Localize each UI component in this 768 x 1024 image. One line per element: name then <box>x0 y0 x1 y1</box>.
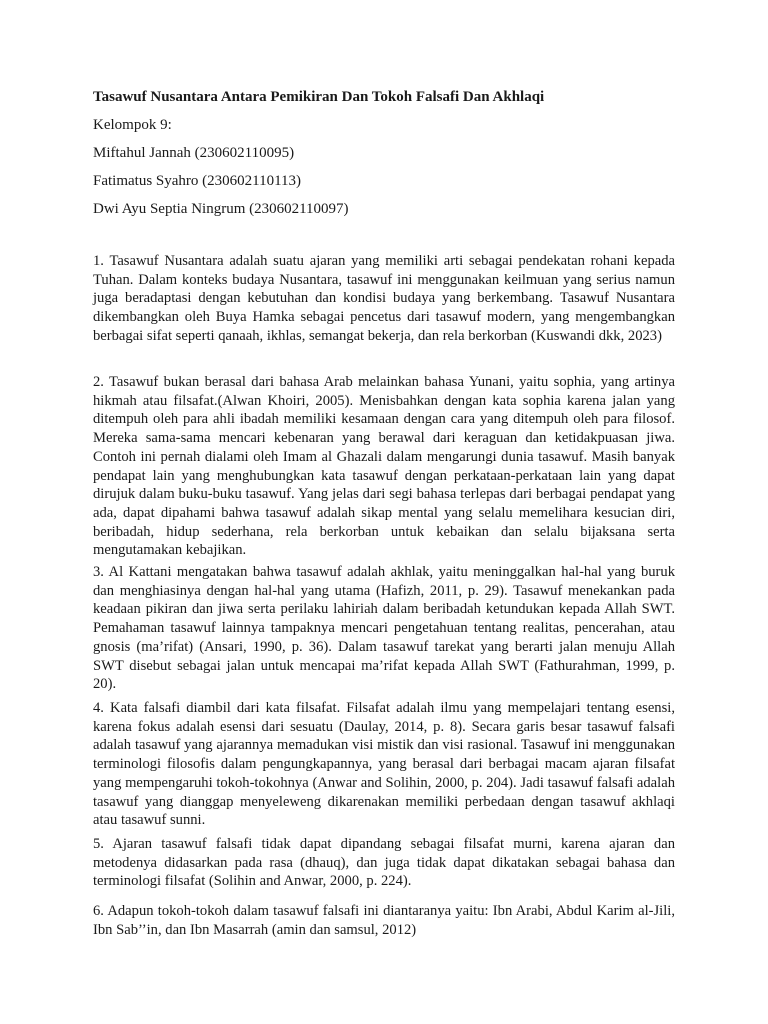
paragraph-4: 4. Kata falsafi diambil dari kata filsafat. Filsafat adalah ilmu yang mempelajari tentang esensi, karena fokus adalah esensi dari sesuatu (Daulay, 2014, p. 8). Secara garis besar tasawuf falsafi adalah tasawuf yang ajarannya memadukan visi mistik dan visi rasional. Tasawuf ini menggunakan terminologi filosofis dalam pengungkapannya, yang berasal dari berbagai macam ajaran filsafat yang mempengaruhi tokoh-tokohnya (Anwar and Solihin, 2000, p. 204). Jadi tasawuf falsafi adalah tasawuf yang dianggap menyeleweng dikarenakan memiliki perbedaan dengan tasawuf akhlaqi atau tasawuf sunni. <box>93 700 675 829</box>
paragraph-6: 6. Adapun tokoh-tokoh dalam tasawuf falsafi ini diantaranya yaitu: Ibn Arabi, Abdul Karim al-Jili, Ibn Sab’’in, dan Ibn Masarrah (amin dan samsul, 2012) <box>93 903 675 938</box>
document-title: Tasawuf Nusantara Antara Pemikiran Dan Tokoh Falsafi Dan Akhlaqi <box>93 89 545 105</box>
member-name: Miftahul Jannah (230602110095) <box>93 145 295 161</box>
paragraph-1: 1. Tasawuf Nusantara adalah suatu ajaran yang memiliki arti sebagai pendekatan rohani kepada Tuhan. Dalam konteks budaya Nusantara, tasawuf ini menggunakan keilmuan yang serius namun juga beradaptasi dengan kebutuhan dan kondisi budaya yang berkembang. Tasawuf Nusantara dikembangkan oleh Buya Hamka sebagai pencetus dari tasawuf modern, yang mengembangkan berbagai sifat seperti qanaah, ikhlas, semangat bekerja, dan rela berkorban (Kuswandi dkk, 2023) <box>93 253 675 344</box>
paragraph-5: 5. Ajaran tasawuf falsafi tidak dapat dipandang sebagai filsafat murni, karena ajaran dan metodenya didasarkan pada rasa (dhauq), dan juga tidak dapat dikatakan sebagai bahasa dan terminologi filsafat (Solihin and Anwar, 2000, p. 224). <box>93 836 675 890</box>
member-name: Fatimatus Syahro (230602110113) <box>93 173 302 189</box>
group-label: Kelompok 9: <box>93 117 172 133</box>
document-page <box>93 0 675 1024</box>
paragraph-2: 2. Tasawuf bukan berasal dari bahasa Arab melainkan bahasa Yunani, yaitu sophia, yang artinya hikmah atau filsafat.(Alwan Khoiri, 2005). Menisbahkan dengan kata sophia karena jalan yang ditempuh oleh para ahli ibadah memiliki kesamaan dengan cara yang ditempuh oleh para filosof. Mereka sama-sama mencari kebenaran yang berawal dari keraguan dan ketidakpuasan jiwa. Contoh ini pernah dialami oleh Imam al Ghazali dalam mengarungi dunia tasawuf. Masih banyak pendapat lain yang menghubungkan kata tasawuf dengan perkataan-perkataan lain yang dapat dirujuk dalam buku-buku tasawuf. Yang jelas dari segi bahasa terlepas dari berbagai pendapat yang ada, dapat dipahami bahwa tasawuf adalah sikap mental yang selalu memelihara kesucian diri, beribadah, hidup sederhana, rela berkorban untuk kebaikan dan selalu bijaksana serta mengutamakan kebajikan. <box>93 374 675 559</box>
paragraph-3: 3. Al Kattani mengatakan bahwa tasawuf adalah akhlak, yaitu meninggalkan hal-hal yang buruk dan menghiasinya dengan hal-hal yang utama (Hafizh, 2011, p. 29). Tasawuf menekankan pada keadaan pikiran dan jiwa serta perilaku lahiriah dalam beribadah ketundukan kepada Allah SWT. Pemahaman tasawuf lainnya tampaknya mencari pengetahuan tentang realitas, pencerahan, atau gnosis (ma’rifat) (Ansari, 1990, p. 36). Dalam tasawuf tarekat yang berarti jalan menuju Allah SWT disebut sebagai jalan untuk mencapai ma’rifat kepada Allah SWT (Fathurahman, 1999, p. 20). <box>93 564 675 693</box>
member-name: Dwi Ayu Septia Ningrum (230602110097) <box>93 201 349 217</box>
